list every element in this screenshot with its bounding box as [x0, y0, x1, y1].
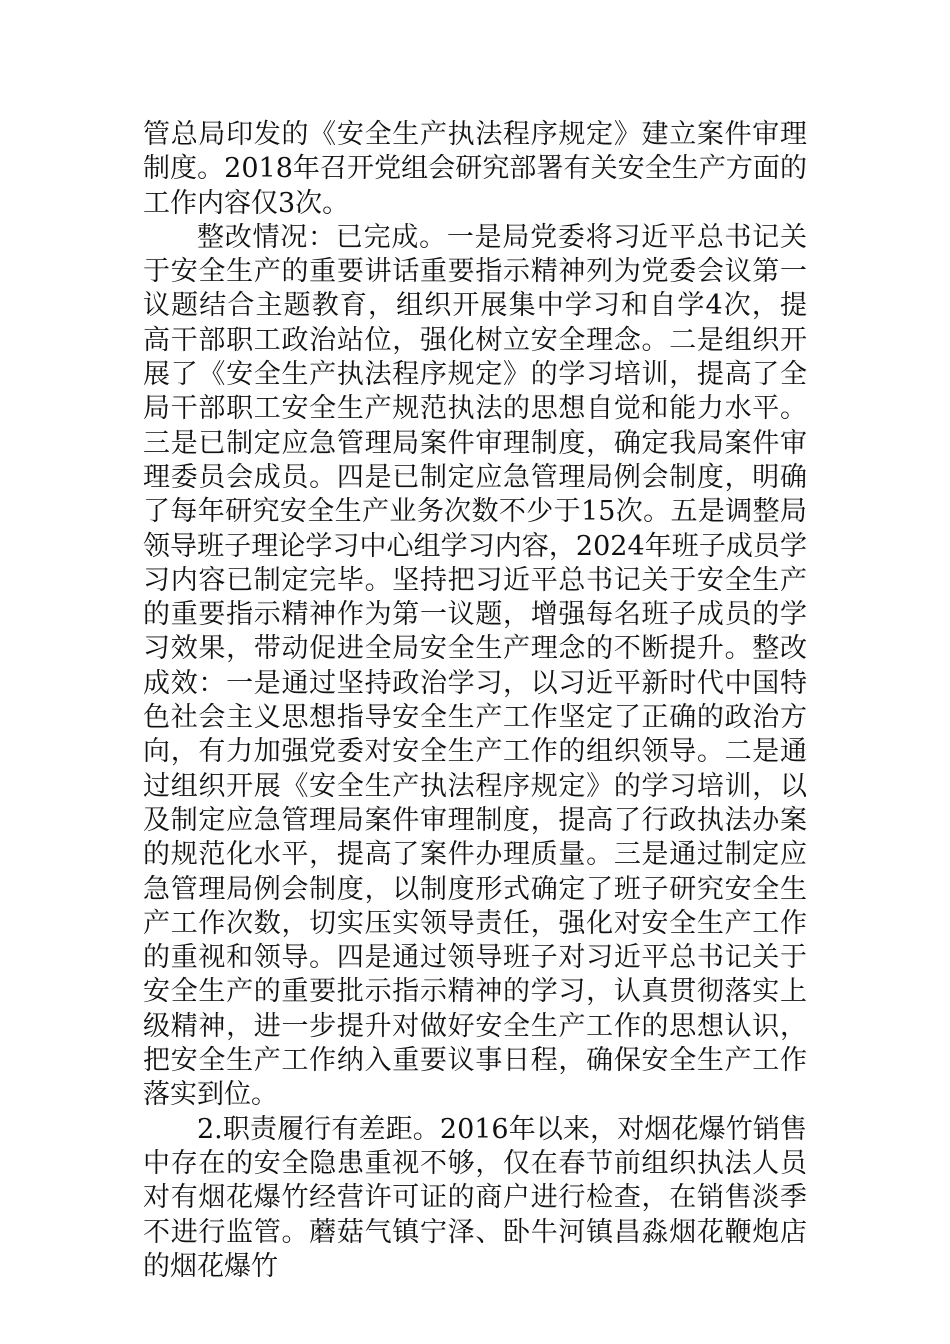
paragraph-2: 整改情况：已完成。一是局党委将习近平总书记关于安全生产的重要讲话重要指示精神列为党委会议第一议题结合主题教育，组织开展集中学习和自学4次，提高干部职工政治站位，强化树立安全理念。二是组织开展了《安全生产执法程序规定》的学习培训，提高了全局干部职工安全生产规范执法的思想自觉和能力水平。三是已制定应急管理局案件审理制度，确定我局案件审理委员会成员。四是已制定应急管理局例会制度，明确了每年研究安全生产业务次数不少于15次。五是调整局领导班子理论学习中心组学习内容，2024年班子成员学习内容已制定完毕。坚持把习近平总书记关于安全生产的重要指示精神作为第一议题，增强每名班子成员的学习效果，带动促进全局安全生产理念的不断提升。整改成效：一是通过坚持政治学习，以习近平新时代中国特色社会主义思想指导安全生产工作坚定了正确的政治方向，有力加强党委对安全生产工作的组织领导。二是通过组织开展《安全生产执法程序规定》的学习培训，以及制定应急管理局案件审理制度，提高了行政执法办案的规范化水平，提高了案件办理质量。三是通过制定应急管理局例会制度，以制度形式确定了班子研究安全生产工作次数，切实压实领导责任，强化对安全生产工作的重视和领导。四是通过领导班子对习近平总书记关于安全生产的重要批示指示精神的学习，认真贯彻落实上级精神，进一步提升对做好安全生产工作的思想认识，把安全生产工作纳入重要议事日程，确保安全生产工作落实到位。 — [143, 221, 807, 1111]
paragraph-3: 2.职责履行有差距。2016年以来，对烟花爆竹销售中存在的安全隐患重视不够，仅在春节前组织执法人员对有烟花爆竹经营许可证的商户进行检查，在销售淡季不进行监管。蘑菇气镇宁泽、卧牛河镇昌淼烟花鞭炮店的烟花爆竹 — [143, 1113, 807, 1282]
paragraph-1: 管总局印发的《安全生产执法程序规定》建立案件审理制度。2018年召开党组会研究部署有关安全生产方面的工作内容仅3次。 — [143, 119, 807, 219]
document-body — [143, 118, 807, 1284]
